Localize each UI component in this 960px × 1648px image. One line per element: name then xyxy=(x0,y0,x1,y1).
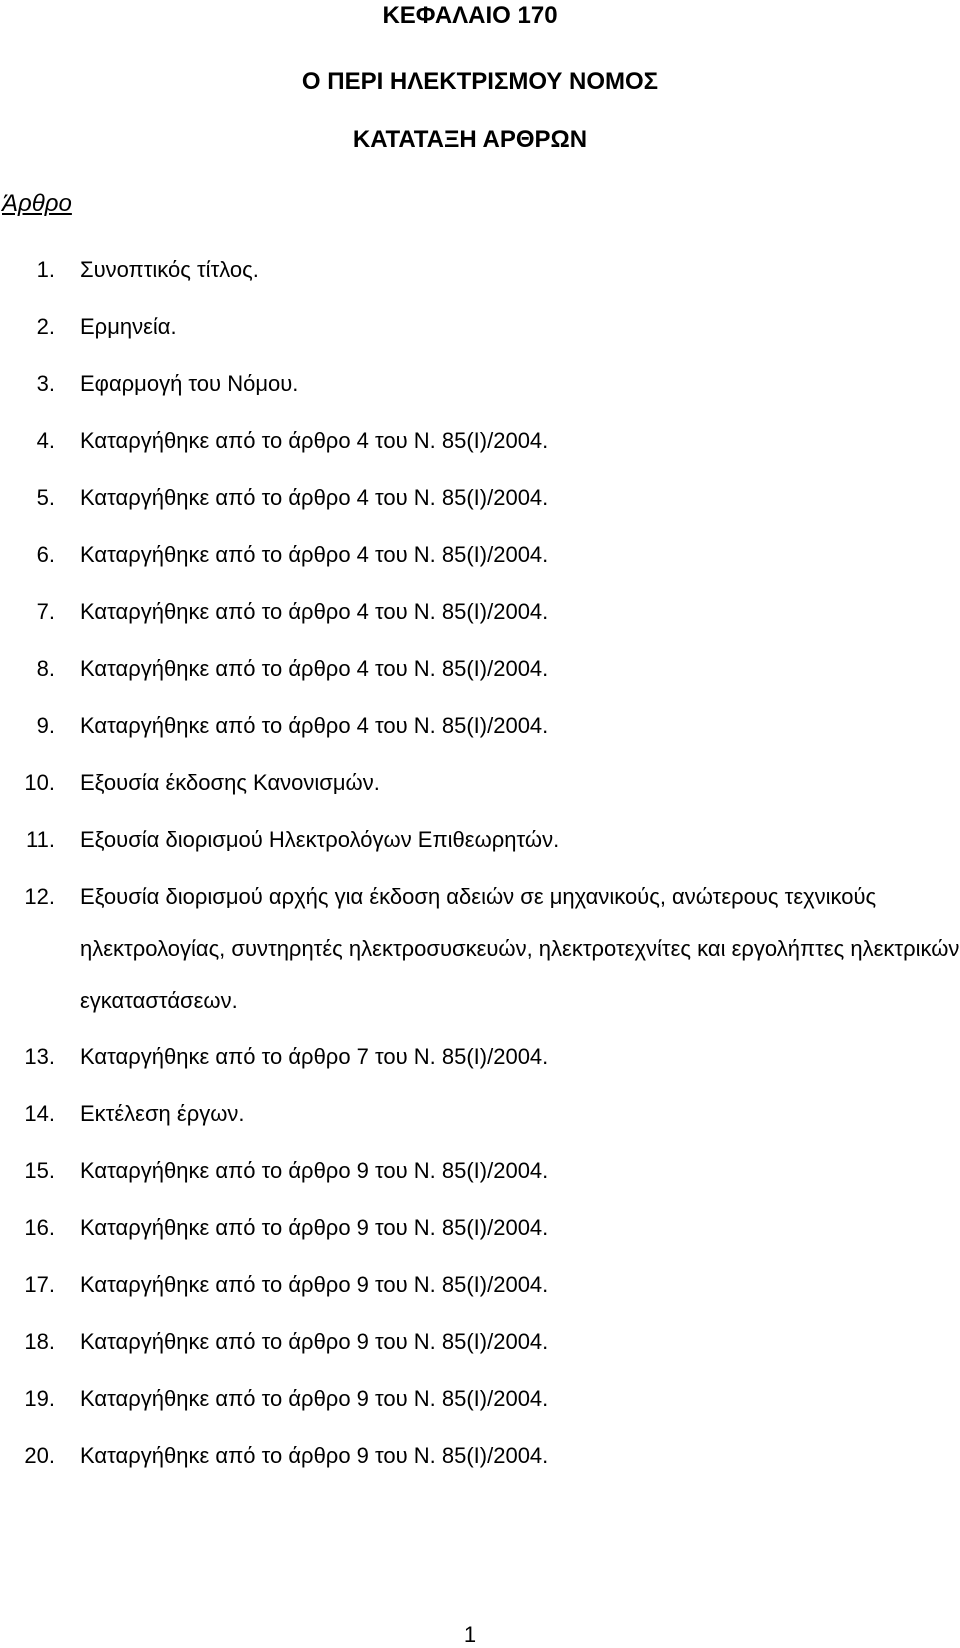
item-text: Καταργήθηκε από το άρθρο 4 του Ν. 85(Ι)/2004. xyxy=(80,485,549,510)
item-text: Εξουσία διορισμού αρχής για έκδοση αδειών σε μηχανικούς, ανώτερους τεχνικούς ηλεκτρολογίας, συντηρητές ηλεκτροσυσκευών, ηλεκτροτεχνίτες και εργολήπτες ηλεκτρικών εγκαταστάσεων. xyxy=(80,884,960,1013)
item-text: Καταργήθηκε από το άρθρο 9 του Ν. 85(Ι)/2004. xyxy=(80,1158,549,1183)
item-number: 14. xyxy=(24,1101,55,1126)
item-text: Εξουσία έκδοσης Κανονισμών. xyxy=(80,770,380,795)
item-number: 10. xyxy=(24,770,55,795)
item-number: 6. xyxy=(36,542,55,567)
item-number: 16. xyxy=(24,1215,55,1240)
item-number: 1. xyxy=(36,257,55,282)
item-number: 20. xyxy=(24,1443,55,1468)
item-text: Καταργήθηκε από το άρθρο 9 του Ν. 85(Ι)/2004. xyxy=(80,1386,549,1411)
chapter-heading: ΚΕΦΑΛΑΙΟ 170 xyxy=(382,2,558,29)
item-text: Καταργήθηκε από το άρθρο 7 του Ν. 85(Ι)/2004. xyxy=(80,1044,549,1069)
item-text: Καταργήθηκε από το άρθρο 4 του Ν. 85(Ι)/2004. xyxy=(80,599,549,624)
item-text: Καταργήθηκε από το άρθρο 4 του Ν. 85(Ι)/2004. xyxy=(80,656,549,681)
item-text: Καταργήθηκε από το άρθρο 9 του Ν. 85(Ι)/2004. xyxy=(80,1215,549,1240)
item-number: 19. xyxy=(24,1386,55,1411)
item-number: 11. xyxy=(26,827,55,852)
item-number: 2. xyxy=(36,314,55,339)
item-number: 18. xyxy=(24,1329,55,1354)
item-number: 13. xyxy=(24,1044,55,1069)
item-number: 8. xyxy=(36,656,55,681)
item-text: Εκτέλεση έργων. xyxy=(80,1101,245,1126)
item-text: Καταργήθηκε από το άρθρο 4 του Ν. 85(Ι)/2004. xyxy=(80,542,549,567)
item-text: Καταργήθηκε από το άρθρο 9 του Ν. 85(Ι)/2004. xyxy=(80,1443,549,1468)
item-number: 7. xyxy=(36,599,55,624)
item-text: Ερμηνεία. xyxy=(80,314,177,339)
article-label: Άρθρο xyxy=(2,190,72,217)
item-text: Εφαρμογή του Νόμου. xyxy=(80,371,299,396)
item-number: 9. xyxy=(36,713,55,738)
item-text: Εξουσία διορισμού Ηλεκτρολόγων Επιθεωρητών. xyxy=(80,827,560,852)
item-text: Καταργήθηκε από το άρθρο 9 του Ν. 85(Ι)/2004. xyxy=(80,1272,549,1297)
item-text: Καταργήθηκε από το άρθρο 4 του Ν. 85(Ι)/2004. xyxy=(80,713,549,738)
item-number: 5. xyxy=(36,485,55,510)
item-text: Καταργήθηκε από το άρθρο 4 του Ν. 85(Ι)/2004. xyxy=(80,428,549,453)
item-number: 17. xyxy=(24,1272,55,1297)
item-text: Καταργήθηκε από το άρθρο 9 του Ν. 85(Ι)/2004. xyxy=(80,1329,549,1354)
item-number: 15. xyxy=(24,1158,55,1183)
contents-title: ΚΑΤΑΤΑΞΗ ΑΡΘΡΩΝ xyxy=(352,126,588,153)
item-number: 3. xyxy=(36,371,55,396)
law-title: Ο ΠΕΡΙ ΗΛΕΚΤΡΙΣΜΟΥ ΝΟΜΟΣ xyxy=(301,68,659,95)
item-number: 12. xyxy=(24,884,55,909)
page-number: 1 xyxy=(463,1622,477,1647)
item-number: 4. xyxy=(36,428,55,453)
item-text: Συνοπτικός τίτλος. xyxy=(80,257,259,282)
